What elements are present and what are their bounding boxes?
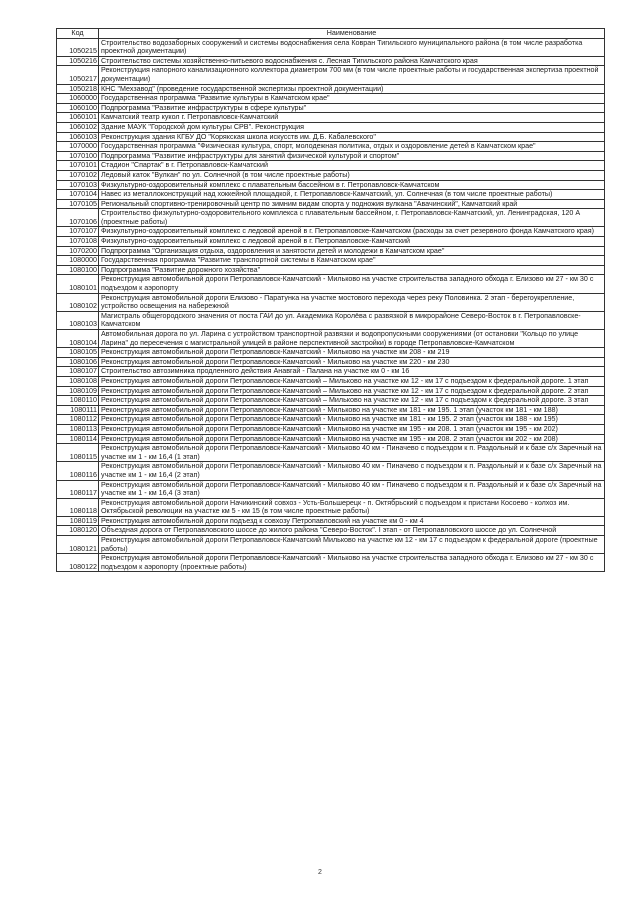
row-name: Магистраль общегородского значения от поста ГАИ до ул. Академика Королёва с развязкой в микрорайоне Северо-Восток в г. Петропавловске-Камчатском [99, 311, 605, 329]
row-code: 1070105 [57, 199, 99, 209]
page-number: 2 [318, 869, 322, 876]
row-code: 1070106 [57, 209, 99, 227]
row-name: Подпрограмма "Развитие инфраструктуры в сфере культуры" [99, 103, 605, 113]
table-row [57, 536, 605, 554]
table-row [57, 190, 605, 200]
table-row [57, 256, 605, 266]
table-row [57, 357, 605, 367]
row-name: Строительство автозимника продленного действия Анавгай - Палана на участке км 0 - км 16 [99, 367, 605, 377]
row-code: 1080118 [57, 498, 99, 516]
row-name: Стадион "Спартак" в г. Петропавловск-Камчатский [99, 161, 605, 171]
table-row [57, 227, 605, 237]
table-row [57, 132, 605, 142]
row-name: Реконструкция автомобильной дороги Начикинский совхоз - Усть-Большерецк - п. Октябрьский с подъездом к пристани Косоево - колхоз им. Октябрьской революции на участке км 5 - км 15 (в том числе проектные работы) [99, 498, 605, 516]
table-row [57, 405, 605, 415]
table-row [57, 199, 605, 209]
row-code: 1080103 [57, 311, 99, 329]
row-name: Реконструкция автомобильной дороги Петропавловск-Камчатский - Мильково на участке строительства западного обхода г. Елизово км 27 - км 30 с подъездом к аэропорту [99, 275, 605, 293]
row-name: Реконструкция автомобильной дороги Петропавловск-Камчатский – Мильково на участке км 12 - км 17 с подъездом к федеральной дороге. 2 этап [99, 386, 605, 396]
row-code: 1050216 [57, 56, 99, 66]
row-code: 1070101 [57, 161, 99, 171]
row-code: 1070100 [57, 151, 99, 161]
table-row [57, 480, 605, 498]
row-code: 1080113 [57, 424, 99, 434]
row-name: Региональный спортивно-тренировочный центр по зимним видам спорта у подножия вулкана "Авачинский", Камчатский край [99, 199, 605, 209]
row-name: Физкультурно-оздоровительный комплекс с плавательным бассейном в г. Петропавловск-Камчатском [99, 180, 605, 190]
row-name: Подпрограмма "Развитие дорожного хозяйства" [99, 265, 605, 275]
row-name: Реконструкция автомобильной дороги Петропавловск-Камчатский - Мильково на участке км 220 - км 230 [99, 357, 605, 367]
row-name: Строительство системы хозяйственно-питьевого водоснабжения с. Лесная Тигильского района Камчатского края [99, 56, 605, 66]
row-code: 1060100 [57, 103, 99, 113]
table-row [57, 237, 605, 247]
row-name: Реконструкция автомобильной дороги Петропавловск-Камчатский - Мильково 40 км - Пиначево с подъездом к п. Раздольный и к базе с/х Заречный на участке км 1 - км 16,4 (3 этап) [99, 480, 605, 498]
row-name: Реконструкция здания КГБУ ДО "Корякская школа искусств им. Д.Б. Кабалевского" [99, 132, 605, 142]
table-row [57, 151, 605, 161]
row-code: 1080119 [57, 516, 99, 526]
row-code: 1060101 [57, 113, 99, 123]
row-code: 1080101 [57, 275, 99, 293]
row-code: 1060000 [57, 94, 99, 104]
row-name: Подпрограмма "Развитие инфраструктуры для занятий физической культурой и спортом" [99, 151, 605, 161]
row-name: Реконструкция автомобильной дороги Петропавловск-Камчатский - Мильково на участке строительства западного обхода г. Елизово км 27 - км 30 с подъездом к аэропорту (проектные работы) [99, 554, 605, 572]
table-row [57, 554, 605, 572]
row-name: Реконструкция автомобильной дороги Петропавловск-Камчатский – Мильково на участке км 12 - км 17 с подъездом к федеральной дороге. 1 этап [99, 376, 605, 386]
row-code: 1080102 [57, 293, 99, 311]
row-name: Реконструкция автомобильной дороги Петропавловск-Камчатский - Мильково на участке км 195 - км 208. 2 этап (участок км 202 - км 208) [99, 434, 605, 444]
row-code: 1070108 [57, 237, 99, 247]
row-name: Здание МАУК "Городской дом культуры СРВ". Реконструкция [99, 122, 605, 132]
table-row [57, 396, 605, 406]
table-row [57, 246, 605, 256]
row-code: 1070200 [57, 246, 99, 256]
table-row [57, 293, 605, 311]
row-name: Строительство физкультурно-оздоровительного комплекса с плавательным бассейном, г. Петропавловск-Камчатский, ул. Ленинградская, 120 А (проектные работы) [99, 209, 605, 227]
row-code: 1070000 [57, 142, 99, 152]
table-row [57, 122, 605, 132]
row-code: 1070102 [57, 170, 99, 180]
row-code: 1080115 [57, 444, 99, 462]
row-name: Навес из металлоконструкций над хоккейной площадкой, г. Петропавловск-Камчатский, ул. Солнечная (в том числе проектные работы) [99, 190, 605, 200]
table-row [57, 367, 605, 377]
row-name: Физкультурно-оздоровительный комплекс с ледовой ареной в г. Петропавловске-Камчатский [99, 237, 605, 247]
row-code: 1080100 [57, 265, 99, 275]
table-row [57, 376, 605, 386]
row-code: 1080114 [57, 434, 99, 444]
header-name: Наименование [99, 29, 605, 39]
row-name: Реконструкция автомобильной дороги Петропавловск-Камчатский - Мильково на участке км 181 - км 195. 1 этап (участок км 181 - км 188) [99, 405, 605, 415]
row-name: Подпрограмма "Организация отдыха, оздоровления и занятости детей и молодежи в Камчатском крае" [99, 246, 605, 256]
row-code: 1080108 [57, 376, 99, 386]
row-name: Реконструкция автомобильной дороги Петропавловск-Камчатский - Мильково 40 км - Пиначево с подъездом к п. Раздольный и к базе с/х Заречный на участке км 1 - км 16,4 (1 этап) [99, 444, 605, 462]
row-name: Ледовый каток "Вулкан" по ул. Солнечной (в том числе проектные работы) [99, 170, 605, 180]
objects-table [56, 28, 605, 572]
row-code: 1080112 [57, 415, 99, 425]
row-code: 1060103 [57, 132, 99, 142]
row-name: Камчатский театр кукол г. Петропавловск-Камчатский [99, 113, 605, 123]
table-row [57, 170, 605, 180]
table-row [57, 209, 605, 227]
row-code: 1050218 [57, 84, 99, 94]
row-code: 1080111 [57, 405, 99, 415]
row-code: 1080109 [57, 386, 99, 396]
row-name: Реконструкция автомобильной дороги Петропавловск-Камчатский - Мильково 40 км - Пиначево с подъездом к п. Раздольный и к базе с/х Заречный на участке км 1 - км 16,4 (2 этап) [99, 462, 605, 480]
table-header-row [57, 29, 605, 39]
row-code: 1080107 [57, 367, 99, 377]
table-row [57, 180, 605, 190]
row-code: 1080117 [57, 480, 99, 498]
table-row [57, 424, 605, 434]
table-row [57, 348, 605, 358]
row-code: 1070104 [57, 190, 99, 200]
row-code: 1080110 [57, 396, 99, 406]
table-row [57, 516, 605, 526]
table-row [57, 434, 605, 444]
row-code: 1080120 [57, 526, 99, 536]
row-name: Реконструкция автомобильной дороги Петропавловск-Камчатский Мильково на участке км 12 - км 17 с подъездом к федеральной дороге (проектные работы) [99, 536, 605, 554]
table-row [57, 56, 605, 66]
row-code: 1050217 [57, 66, 99, 84]
table-row [57, 142, 605, 152]
row-name: Реконструкция напорного канализационного коллектора диаметром 700 мм (в том числе проектные работы и государственная экспертиза проектной документации) [99, 66, 605, 84]
table-row [57, 103, 605, 113]
row-name: Государственная программа "Физическая культура, спорт, молодежная политика, отдых и оздоровление детей в Камчатском крае" [99, 142, 605, 152]
table-row [57, 38, 605, 56]
row-name: Реконструкция автомобильной дороги Петропавловск-Камчатский - Мильково на участке км 195 - км 208. 1 этап (участок км 195 - км 202) [99, 424, 605, 434]
row-name: Объездная дорога от Петропавловского шоссе до жилого района "Северо-Восток". I этап - от Петропавловского шоссе до ул. Солнечной [99, 526, 605, 536]
table-row [57, 498, 605, 516]
table-row [57, 311, 605, 329]
table-row [57, 526, 605, 536]
row-name: Реконструкция автомобильной дороги подъезд к совхозу Петропавловский на участке км 0 - км 4 [99, 516, 605, 526]
row-name: Государственная программа "Развитие транспортной системы в Камчатском крае" [99, 256, 605, 266]
row-code: 1080104 [57, 330, 99, 348]
header-code: Код [57, 29, 99, 39]
row-name: Физкультурно-оздоровительный комплекс с ледовой ареной в г. Петропавловске-Камчатском (расходы за счет резервного фонда Камчатского края) [99, 227, 605, 237]
row-name: Автомобильная дорога по ул. Ларина с устройством транспортной развязки и водопропускными сооружениями (от остановки "Кольцо по улице Ларина" до пересечения с магистральной улицей в районе перспективной застройки) в городе Петропавловске-Камчатском [99, 330, 605, 348]
table-row [57, 84, 605, 94]
row-name: Строительство водозаборных сооружений и системы водоснабжения села Ковран Тигильского муниципального района (в том числе разработка проектной документации) [99, 38, 605, 56]
row-code: 1080116 [57, 462, 99, 480]
table-row [57, 330, 605, 348]
table-row [57, 275, 605, 293]
row-name: Реконструкция автомобильной дороги Петропавловск-Камчатский - Мильково на участке км 208 - км 219 [99, 348, 605, 358]
row-name: Реконструкция автомобильной дороги Петропавловск-Камчатский – Мильково на участке км 12 - км 17 с подъездом к федеральной дороге. 3 этап [99, 396, 605, 406]
table-row [57, 265, 605, 275]
table-row [57, 94, 605, 104]
row-code: 1050215 [57, 38, 99, 56]
table-row [57, 66, 605, 84]
row-code: 1060102 [57, 122, 99, 132]
row-name: КНС "Мехзавод" (проведение государственной экспертизы проектной документации) [99, 84, 605, 94]
row-code: 1080106 [57, 357, 99, 367]
table-row [57, 113, 605, 123]
row-code: 1070103 [57, 180, 99, 190]
table-row [57, 462, 605, 480]
row-name: Реконструкция автомобильной дороги Петропавловск-Камчатский - Мильково на участке км 181 - км 195. 2 этап (участок км 188 - км 195) [99, 415, 605, 425]
row-code: 1070107 [57, 227, 99, 237]
row-code: 1080000 [57, 256, 99, 266]
table-row [57, 444, 605, 462]
table-row [57, 415, 605, 425]
row-code: 1080105 [57, 348, 99, 358]
row-name: Государственная программа "Развитие культуры в Камчатском крае" [99, 94, 605, 104]
row-code: 1080121 [57, 536, 99, 554]
table-row [57, 386, 605, 396]
row-name: Реконструкция автомобильной дороги Елизово - Паратунка на участке мостового перехода через реку Половинка. 2 этап - берегоукрепление, устройство освещения на набережной [99, 293, 605, 311]
table-row [57, 161, 605, 171]
row-code: 1080122 [57, 554, 99, 572]
table-body [57, 38, 605, 572]
